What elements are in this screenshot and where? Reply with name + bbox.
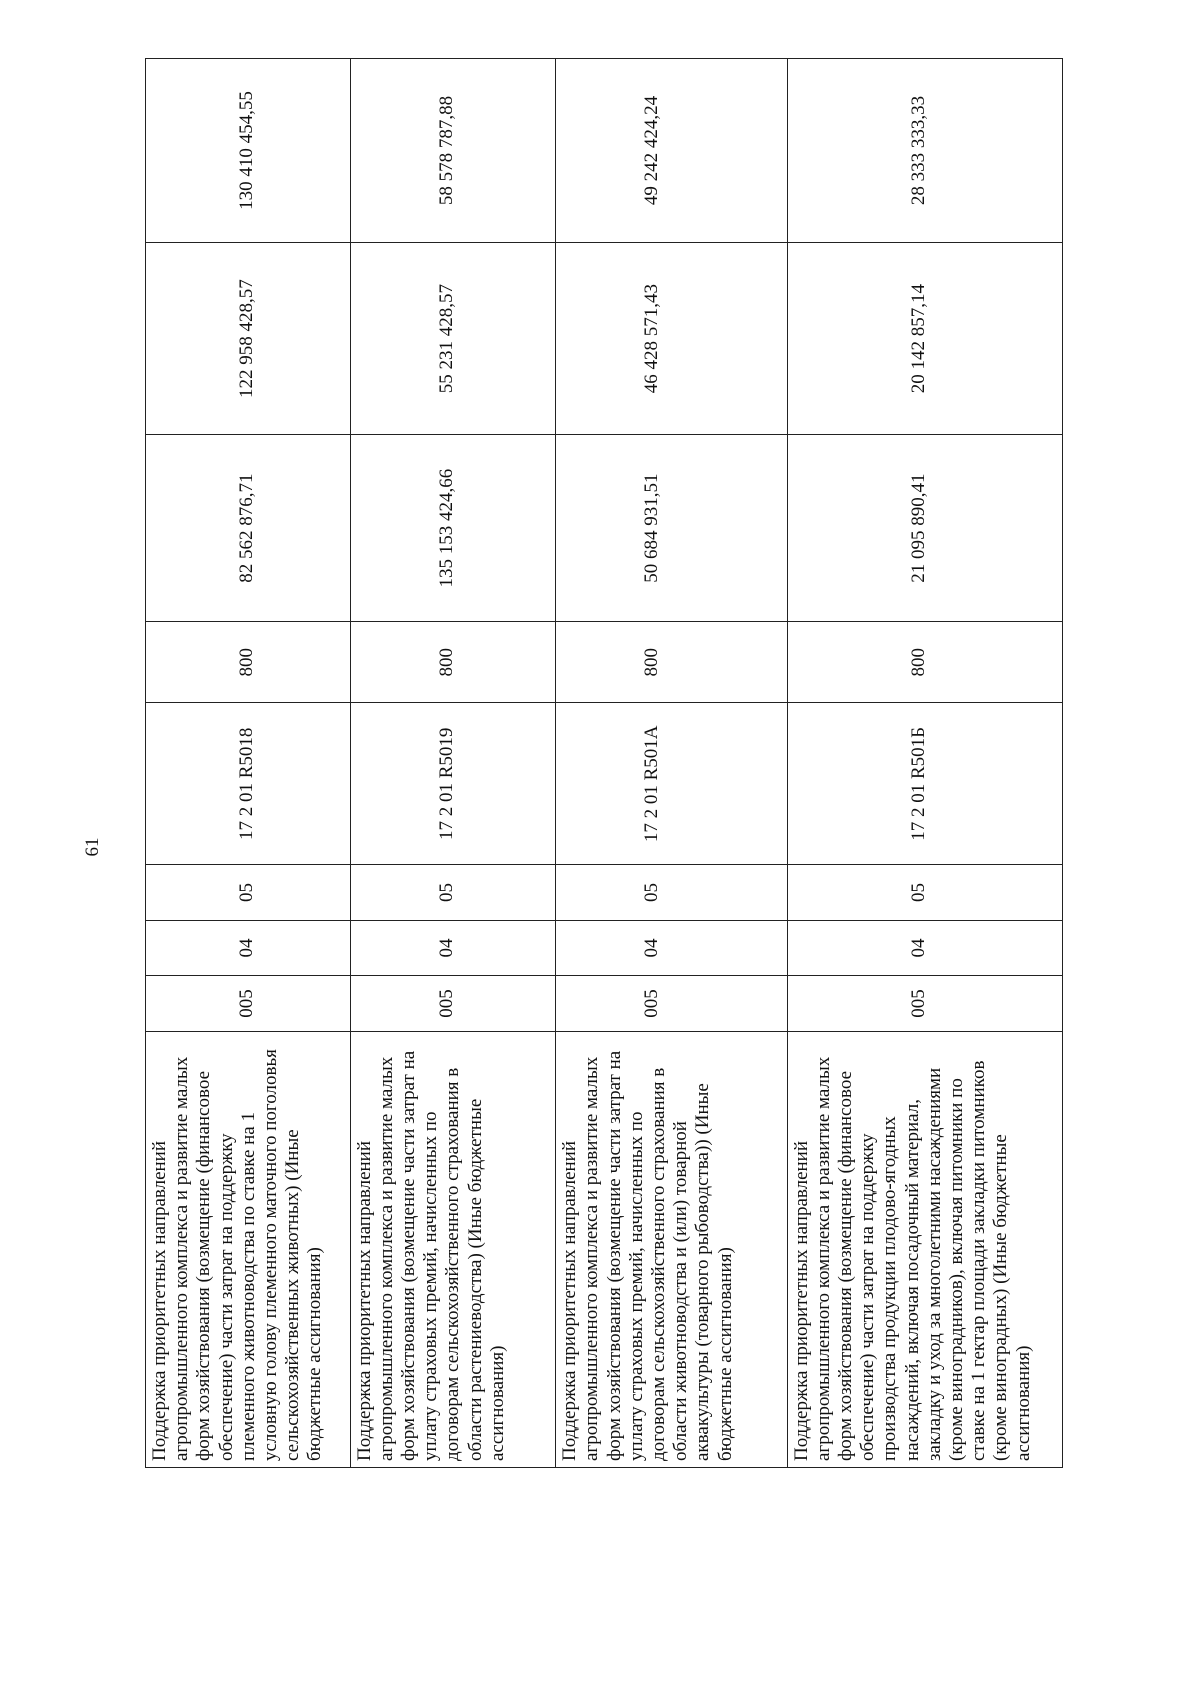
expense-name-cell: Поддержка приоритетных направлений агропромышленного комплекса и развитие малых форм хозяйствования (возмещение (финансовое обеспечение) части затрат на поддержку производства продукции плодово-ягодных насаждений, включая посадочный материал, закладку и уход за многолетними насаждениями (кроме виноградников), включая питомники по ставке на 1 гектар площади закладки питомников (кроме виноградных) (Иные бюджетные ассигнования)	[788, 1031, 1062, 1467]
amount-1-cell: 21 095 890,41	[788, 434, 1062, 621]
expense-type-cell: 800	[556, 621, 787, 702]
budget-table	[145, 58, 1063, 1468]
table-row	[556, 59, 788, 1467]
amount-3-cell: 58 578 787,88	[435, 95, 457, 206]
page-number: 61	[82, 837, 103, 857]
amount-1-cell: 50 684 931,51	[556, 434, 787, 621]
section-code-cell: 04	[788, 920, 1062, 976]
section-code-cell: 04	[351, 920, 556, 976]
subsection-code-cell: 05	[556, 864, 787, 920]
subsection-code-cell: 05	[788, 864, 1062, 920]
expense-name-cell: Поддержка приоритетных направлений агропромышленного комплекса и развитие малых форм хозяйствования (возмещение части затрат на уплату страховых премий, начисленных по договорам сельскохозяйственного страхования в области растениеводства) (Иные бюджетные ассигнования)	[351, 1031, 556, 1467]
admin-code-cell: 005	[351, 975, 556, 1031]
target-article-cell: 17 2 01 R501A	[556, 702, 787, 864]
expense-name-cell: Поддержка приоритетных направлений агропромышленного комплекса и развитие малых форм хозяйствования (возмещение части затрат на уплату страховых премий, начисленных по договорам сельскохозяйственного страхования в области животноводства и (или) товарной аквакультуры (товарного рыбоводства)) (Иные бюджетные ассигнования)	[556, 1031, 787, 1467]
amount-3-cell: 49 242 424,24	[641, 95, 663, 206]
admin-code-cell: 005	[146, 975, 350, 1031]
amount-2-cell: 46 428 571,43	[556, 242, 787, 434]
admin-code-cell: 005	[788, 975, 1062, 1031]
expense-type-cell: 800	[788, 621, 1062, 702]
expense-name-cell: Поддержка приоритетных направлений агропромышленного комплекса и развитие малых форм хозяйствования (возмещение (финансовое обеспечение) части затрат на поддержку племенного животноводства по ставке на 1 условную голову племенного маточного поголовья сельскохозяйственных животных) (Иные бюджетные ассигнования)	[146, 1031, 350, 1467]
amount-1-cell: 82 562 876,71	[146, 434, 350, 621]
amount-2-cell: 55 231 428,57	[351, 242, 556, 434]
table-row	[351, 59, 557, 1467]
table-row	[146, 59, 351, 1467]
target-article-cell: 17 2 01 R5019	[351, 702, 556, 864]
subsection-code-cell: 05	[351, 864, 556, 920]
amount-3-cell: 28 333 333,33	[907, 95, 929, 206]
target-article-cell: 17 2 01 R5018	[146, 702, 350, 864]
amount-2-cell: 122 958 428,57	[146, 242, 350, 434]
amount-2-cell: 20 142 857,14	[788, 242, 1062, 434]
section-code-cell: 04	[146, 920, 350, 976]
expense-type-cell: 800	[146, 621, 350, 702]
amount-1-cell: 135 153 424,66	[351, 434, 556, 621]
expense-type-cell: 800	[351, 621, 556, 702]
amount-3-cell: 130 410 454,55	[236, 91, 257, 210]
section-code-cell: 04	[556, 920, 787, 976]
admin-code-cell: 005	[556, 975, 787, 1031]
subsection-code-cell: 05	[146, 864, 350, 920]
target-article-cell: 17 2 01 R501Б	[788, 702, 1062, 864]
table-row	[788, 59, 1062, 1467]
